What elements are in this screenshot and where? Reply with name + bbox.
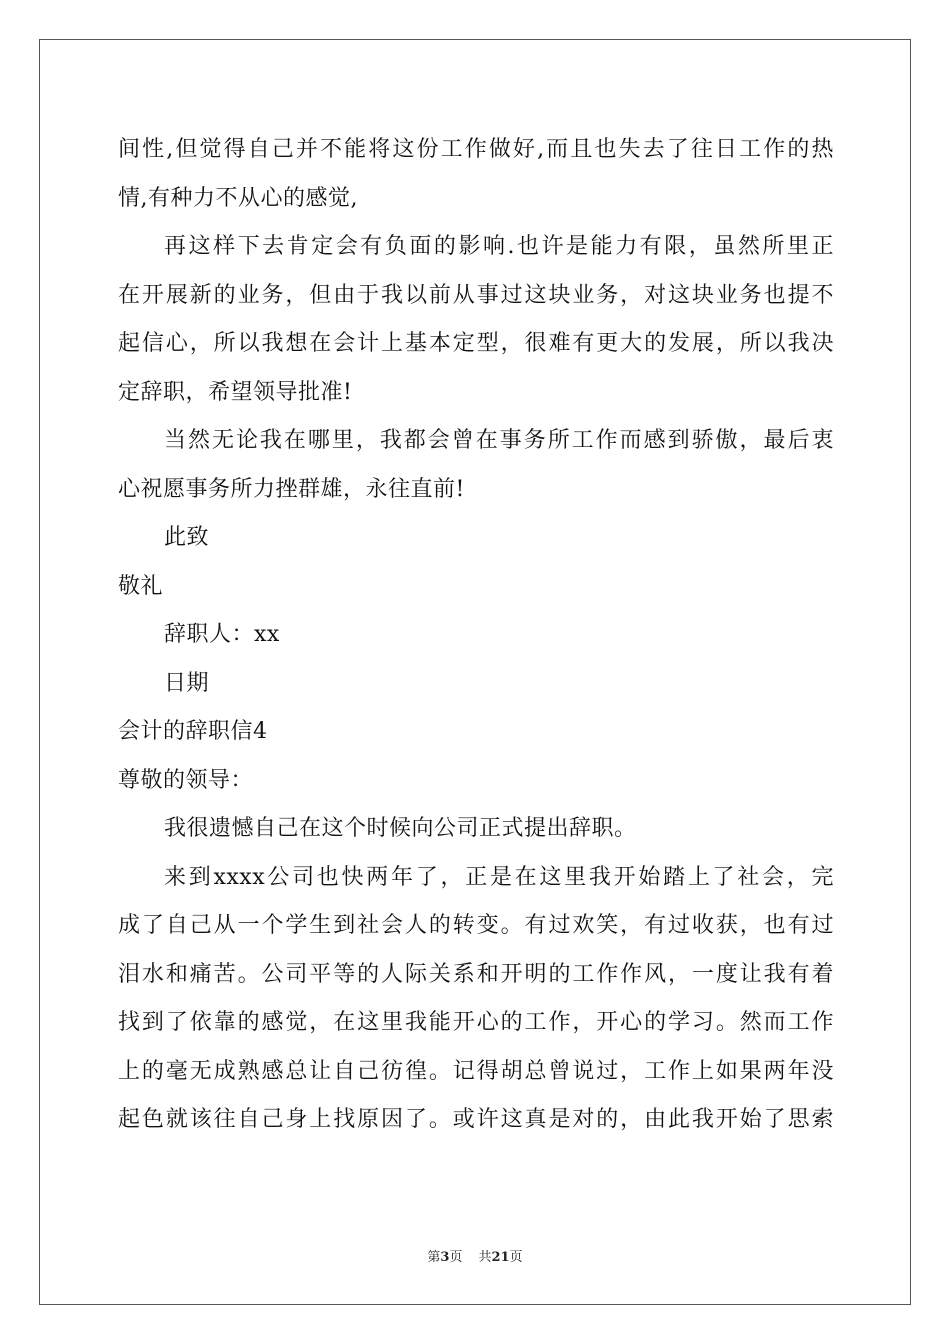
- line-text: 找到了依靠的感觉，在这里我能开心的工作，开心的学习。然而工作: [118, 1010, 834, 1035]
- paragraph: [118, 565, 834, 614]
- footer-page-total: 21: [491, 1250, 510, 1265]
- text-line: [118, 274, 834, 323]
- text-line: [118, 468, 834, 517]
- line-text: 尊敬的领导：: [118, 767, 254, 793]
- line-text: 此致: [164, 525, 210, 550]
- paragraph: [118, 613, 834, 662]
- footer-page-prefix: 第: [427, 1250, 441, 1265]
- line-text: 再这样下去肯定会有负面的影响.也许是能力有限，虽然所里正: [164, 234, 834, 259]
- line-text: 上的毫无成熟感总让自己彷徨。记得胡总曾说过，工作上如果两年没: [118, 1058, 834, 1084]
- text-line: [118, 419, 834, 468]
- footer-page-current: 3: [440, 1250, 450, 1265]
- line-text: 日期: [164, 670, 210, 696]
- text-line: [118, 662, 834, 711]
- paragraph: [118, 759, 834, 808]
- text-line: [118, 710, 834, 759]
- line-text: 定辞职，希望领导批准!: [118, 379, 353, 405]
- footer-total-suffix: 页: [509, 1250, 523, 1265]
- paragraph: [118, 856, 834, 1147]
- text-line: [118, 177, 834, 226]
- line-text: 辞职人：xx: [164, 622, 280, 647]
- footer-page-suffix: 页: [449, 1250, 463, 1265]
- document-body: [118, 128, 834, 1147]
- text-line: [118, 904, 834, 953]
- line-text: 间性,但觉得自己并不能将这份工作做好,而且也失去了往日工作的热: [118, 137, 834, 162]
- line-text: 起信心，所以我想在会计上基本定型，很难有更大的发展，所以我决: [118, 331, 834, 356]
- text-line: [118, 128, 834, 177]
- text-line: [118, 807, 834, 856]
- footer-total-prefix: 共: [478, 1250, 492, 1265]
- line-text: 当然无论我在哪里，我都会曾在事务所工作而感到骄傲，最后衷: [164, 428, 834, 453]
- text-line: [118, 565, 834, 614]
- line-text: 敬礼: [118, 573, 164, 599]
- text-line: [118, 613, 834, 662]
- line-text: 起色就该往自己身上找原因了。或许这真是对的，由此我开始了思索: [118, 1107, 834, 1132]
- line-text: 会计的辞职信4: [118, 719, 268, 744]
- text-line: [118, 322, 834, 371]
- page-footer: [0, 1246, 950, 1265]
- text-line: [118, 1098, 834, 1147]
- text-line: [118, 225, 834, 274]
- paragraph: [118, 662, 834, 711]
- text-line: [118, 516, 834, 565]
- text-line: [118, 1050, 834, 1099]
- line-text: 情,有种力不从心的感觉,: [118, 185, 358, 211]
- paragraph: [118, 710, 834, 759]
- line-text: 来到xxxx公司也快两年了，正是在这里我开始踏上了社会，完: [164, 864, 834, 890]
- line-text: 我很遗憾自己在这个时候向公司正式提出辞职。: [164, 816, 637, 841]
- paragraph: [118, 225, 834, 419]
- text-line: [118, 1001, 834, 1050]
- text-line: [118, 953, 834, 1002]
- text-line: [118, 856, 834, 905]
- paragraph: [118, 128, 834, 225]
- paragraph: [118, 516, 834, 565]
- text-line: [118, 759, 834, 808]
- line-text: 成了自己从一个学生到社会人的转变。有过欢笑，有过收获，也有过: [118, 913, 834, 938]
- paragraph: [118, 419, 834, 516]
- line-text: 泪水和痛苦。公司平等的人际关系和开明的工作作风，一度让我有着: [118, 961, 834, 987]
- line-text: 在开展新的业务，但由于我以前从事过这块业务，对这块业务也提不: [118, 282, 834, 308]
- paragraph: [118, 807, 834, 856]
- line-text: 心祝愿事务所力挫群雄，永往直前!: [118, 476, 465, 502]
- text-line: [118, 371, 834, 420]
